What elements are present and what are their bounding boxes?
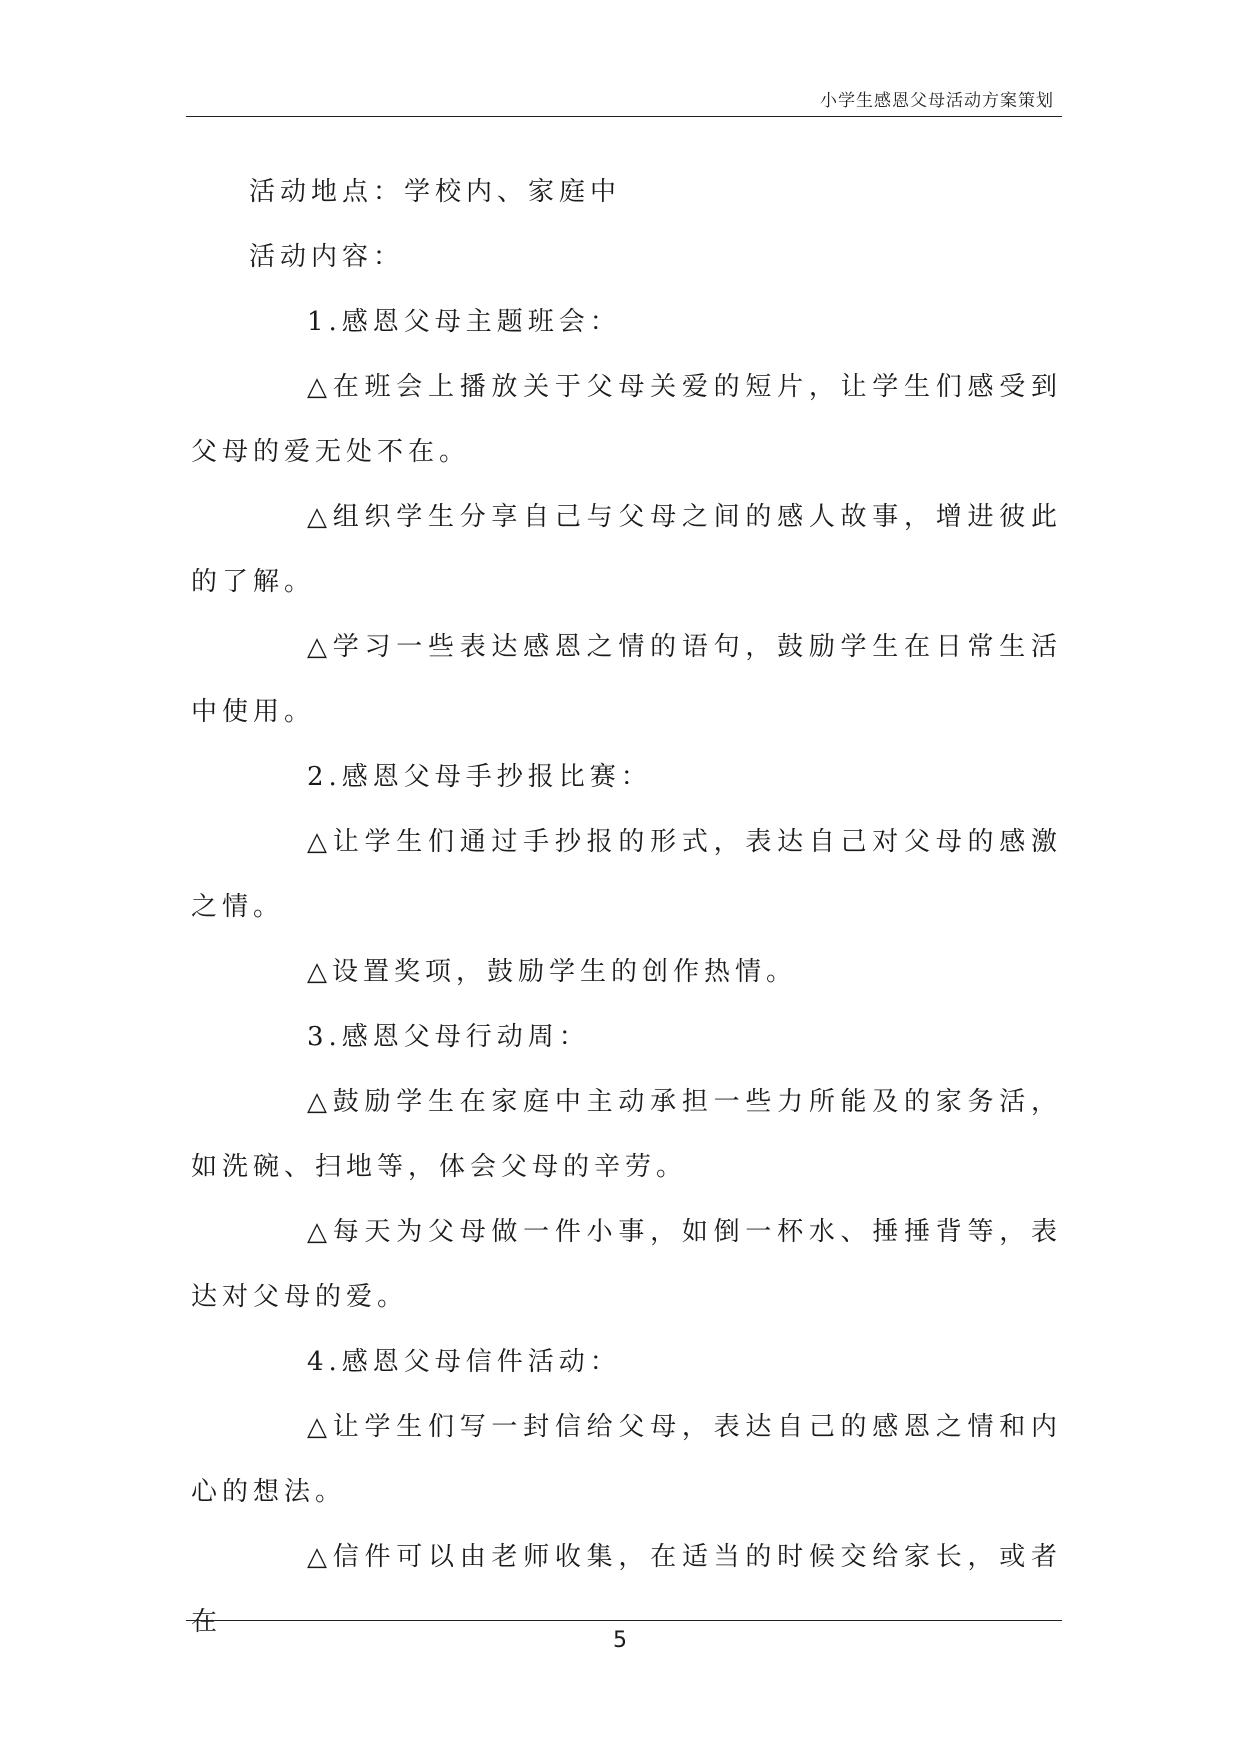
- paragraph-item: △学习一些表达感恩之情的语句，鼓励学生在日常生活中使用。: [191, 632, 1062, 727]
- paragraph-item: △鼓励学生在家庭中主动承担一些力所能及的家务活，如洗碗、扫地等，体会父母的辛劳。: [191, 1087, 1062, 1182]
- section-heading-4: 4.感恩父母信件活动：: [307, 1347, 621, 1377]
- section-heading-1: 1.感恩父母主题班会：: [307, 307, 621, 337]
- paragraph-item: △设置奖项，鼓励学生的创作热情。: [307, 957, 797, 987]
- header-rule: [186, 116, 1062, 117]
- paragraph-item: △让学生们写一封信给父母，表达自己的感恩之情和内心的想法。: [191, 1412, 1062, 1507]
- section-heading-3: 3.感恩父母行动周：: [307, 1022, 590, 1052]
- paragraph-item: △信件可以由老师收集，在适当的时候交给家长，或者在: [191, 1542, 1062, 1637]
- paragraph-location: 活动地点：学校内、家庭中: [249, 177, 622, 207]
- page-number: 5: [613, 1628, 627, 1653]
- paragraph-item: △在班会上播放关于父母关爱的短片，让学生们感受到父母的爱无处不在。: [191, 372, 1062, 467]
- paragraph-item: △每天为父母做一件小事，如倒一杯水、捶捶背等，表达对父母的爱。: [191, 1217, 1062, 1312]
- paragraph-item: △组织学生分享自己与父母之间的感人故事，增进彼此的了解。: [191, 502, 1062, 597]
- paragraph-item: △让学生们通过手抄报的形式，表达自己对父母的感激之情。: [191, 827, 1062, 922]
- paragraph-content-heading: 活动内容：: [249, 242, 405, 272]
- document-body: [191, 160, 1062, 1655]
- footer-rule: [186, 1620, 1062, 1621]
- section-heading-2: 2.感恩父母手抄报比赛：: [307, 762, 652, 792]
- running-header-title: 小学生感恩父母活动方案策划: [820, 91, 1054, 111]
